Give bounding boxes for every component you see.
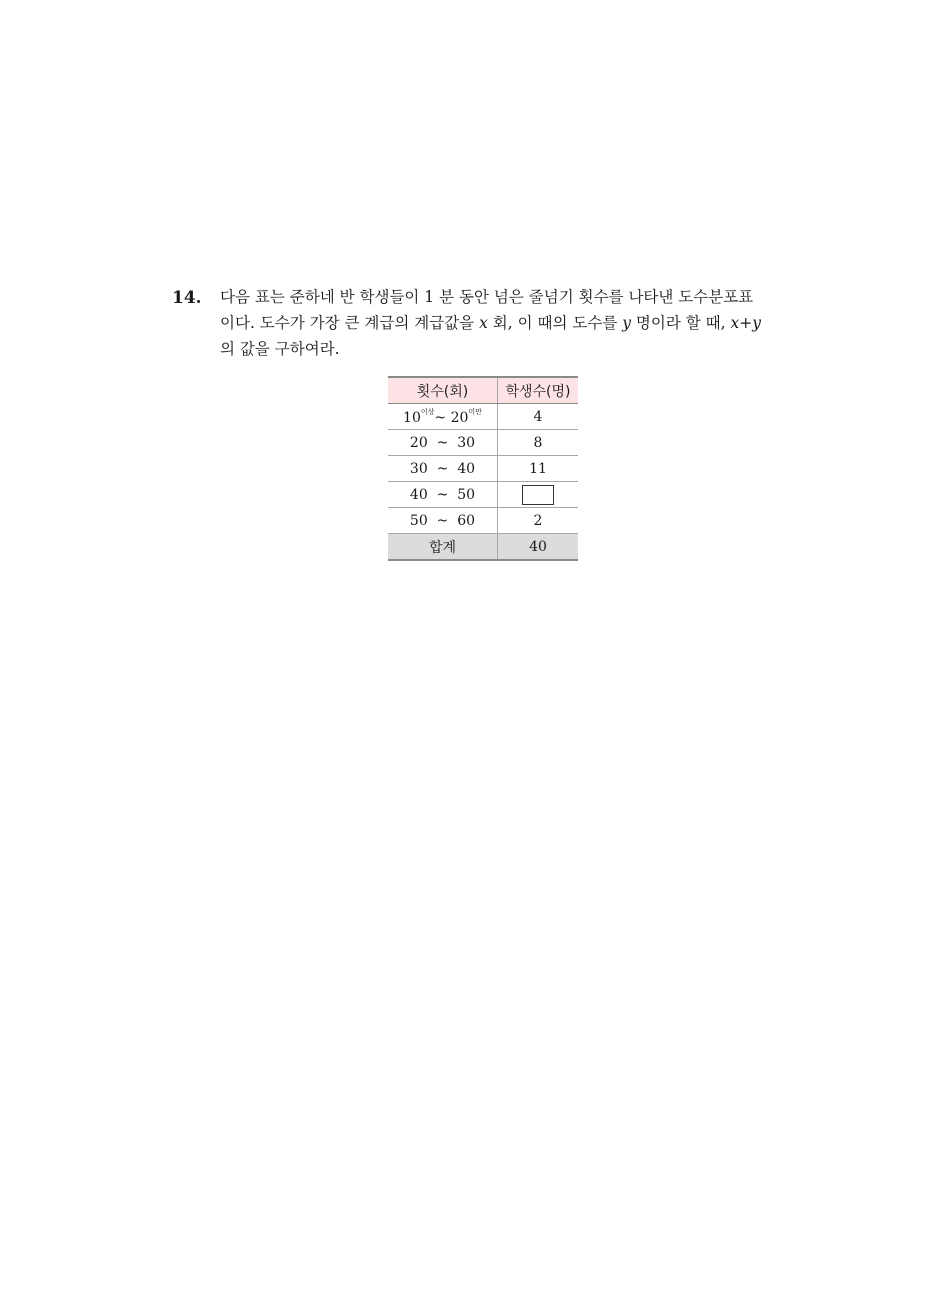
range-low-label: 이상 [420,408,435,416]
count-cell: 4 [498,404,579,430]
count-cell: 8 [498,430,579,456]
problem-line-2-part-c: 명이라 할 때, [630,314,731,332]
problem-line-2-part-b: 회, 이 때의 도수를 [487,314,623,332]
class-range-cell [388,456,498,482]
frequency-table [388,376,578,561]
range-high-label: 미만 [468,408,482,416]
class-range-cell [388,404,498,430]
range-high: 20 [450,410,469,426]
header-class: 횟수(회) [388,377,498,404]
table-row [388,482,578,508]
variable-y: y [622,314,631,332]
problem-line-2 [220,310,760,336]
table-header-row [388,377,578,404]
count-cell: 11 [498,456,579,482]
class-range-cell [388,430,498,456]
answer-blank-box [522,485,554,505]
class-range: 20 ~ 30 [409,434,476,451]
table-row [388,508,578,534]
problem-line-1: 다음 표는 준하네 반 학생들이 1 분 동안 넘은 줄넘기 횟수를 나타낸 도수분포표 [220,288,754,306]
variable-x: x [479,314,488,332]
range-tilde: ~ [434,410,447,426]
header-count: 학생수(명) [498,377,579,404]
class-range: 50 ~ 60 [409,512,476,529]
table-total-row [388,534,578,561]
expression-x-plus-y: x+y [730,314,761,332]
problem-line-3: 의 값을 구하여라. [220,340,340,358]
total-label: 합계 [388,534,498,561]
problem-number: 14. [172,288,202,308]
table-row [388,430,578,456]
class-range-cell [388,482,498,508]
class-range: 40 ~ 50 [409,486,476,503]
problem-statement [220,284,760,362]
problem-line-2-part-a: 이다. 도수가 가장 큰 계급의 계급값을 [220,314,480,332]
table-row [388,404,578,430]
total-count: 40 [498,534,579,561]
count-cell: 2 [498,508,579,534]
table-row [388,456,578,482]
class-range: 30 ~ 40 [409,460,476,477]
class-range-cell [388,508,498,534]
range-low: 10 [403,410,421,426]
count-cell [498,482,579,508]
class-range [403,407,482,426]
